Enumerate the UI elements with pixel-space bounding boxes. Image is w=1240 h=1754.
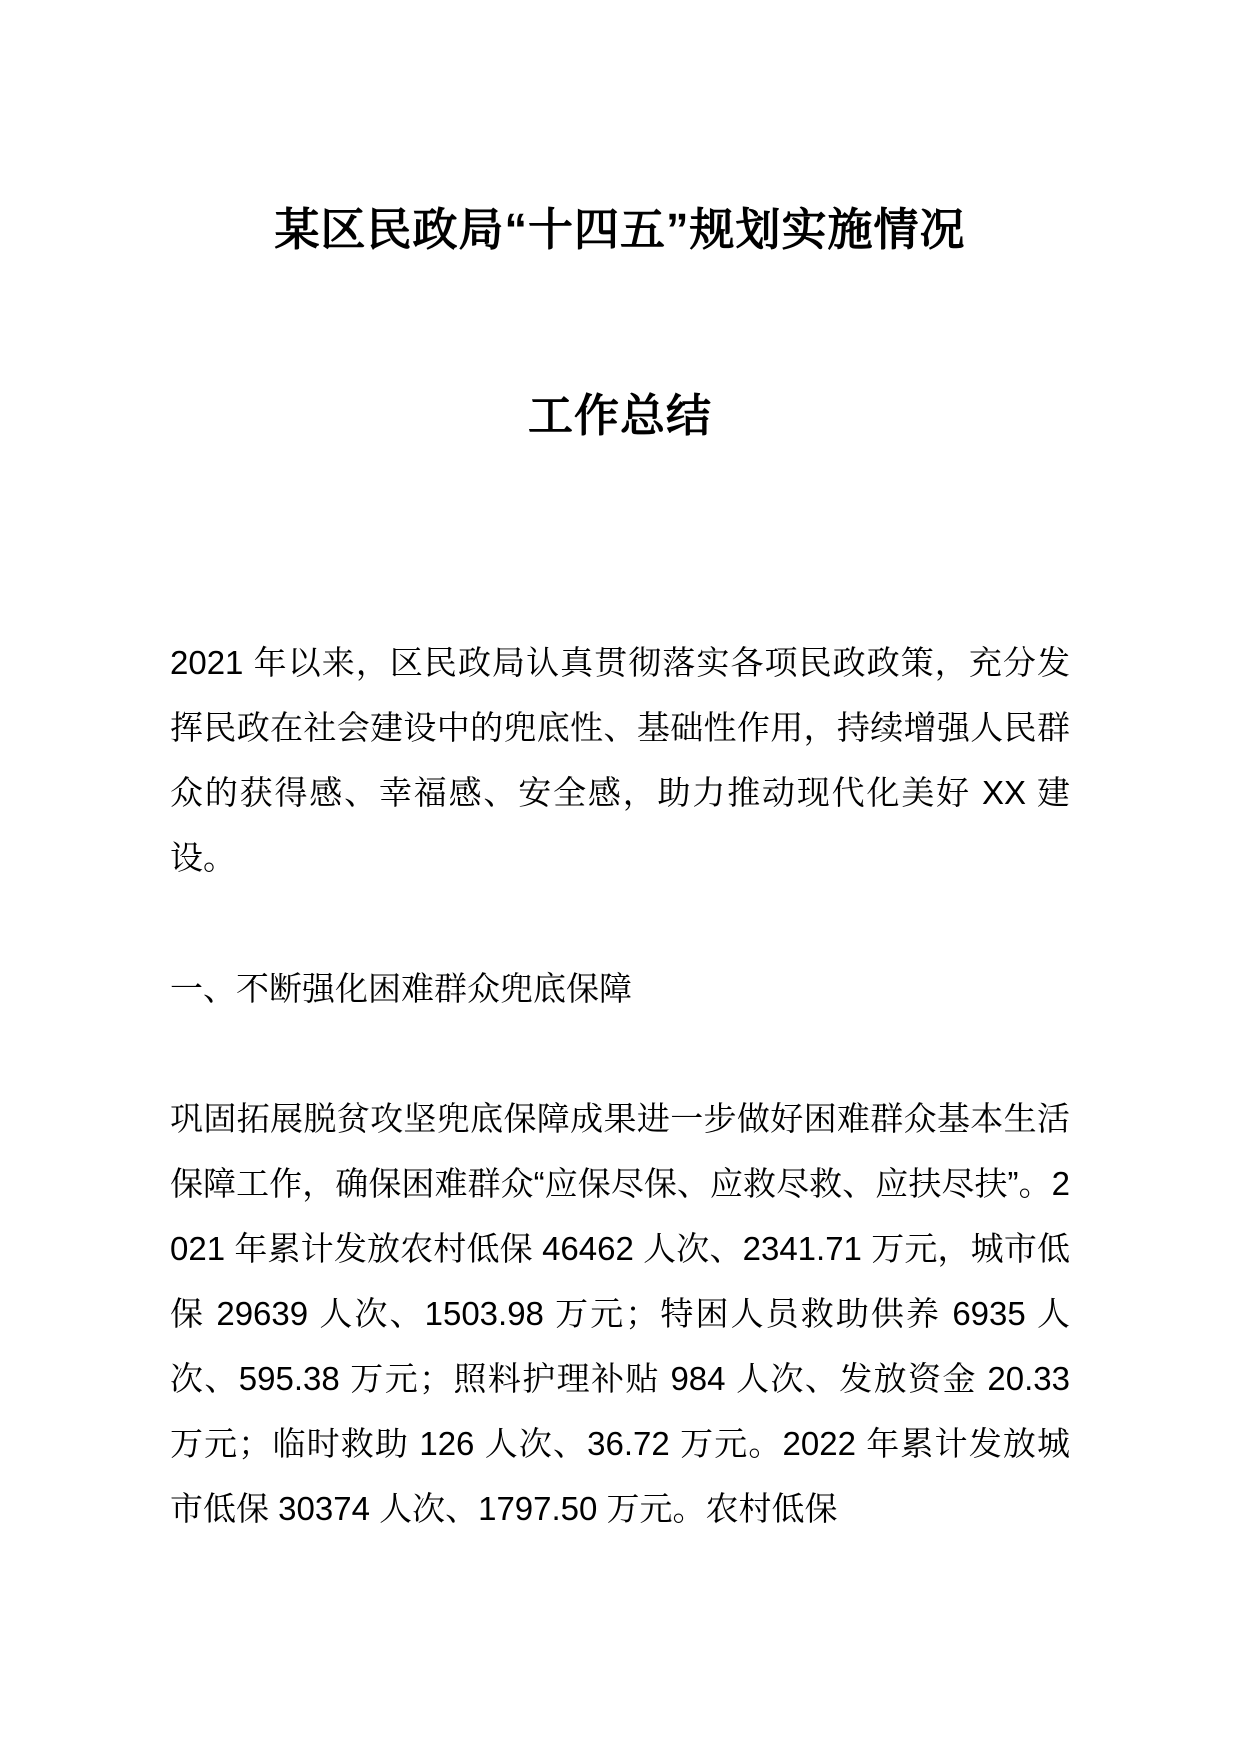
section-1-paragraph: 巩固拓展脱贫攻坚兜底保障成果进一步做好困难群众基本生活保障工作，确保困难群众“应保尽保、应救尽救、应扶尽扶”。2021 年累计发放农村低保 46462 人次、2341.71 万元，城市低保 29639 人次、1503.98 万元；特困人员救助供养 6935 人次、595.38 万元；照料护理补贴 984 人次、发放资金 20.33 万元；临时救助 126 人次、36.72 万元。2022 年累计发放城市低保 30374 人次、1797.50 万元。农村低保 — [170, 1100, 1070, 1527]
document-title-line-1: 某区民政局“十四五”规划实施情况 — [274, 204, 966, 255]
intro-paragraph: 2021 年以来，区民政局认真贯彻落实各项民政政策，充分发挥民政在社会建设中的兜底性、基础性作用，持续增强人民群众的获得感、幸福感、安全感，助力推动现代化美好 XX 建设。 — [170, 644, 1070, 876]
section-1-heading: 一、不断强化困难群众兜底保障 — [170, 970, 632, 1007]
document-title-line-2: 工作总结 — [527, 390, 712, 441]
